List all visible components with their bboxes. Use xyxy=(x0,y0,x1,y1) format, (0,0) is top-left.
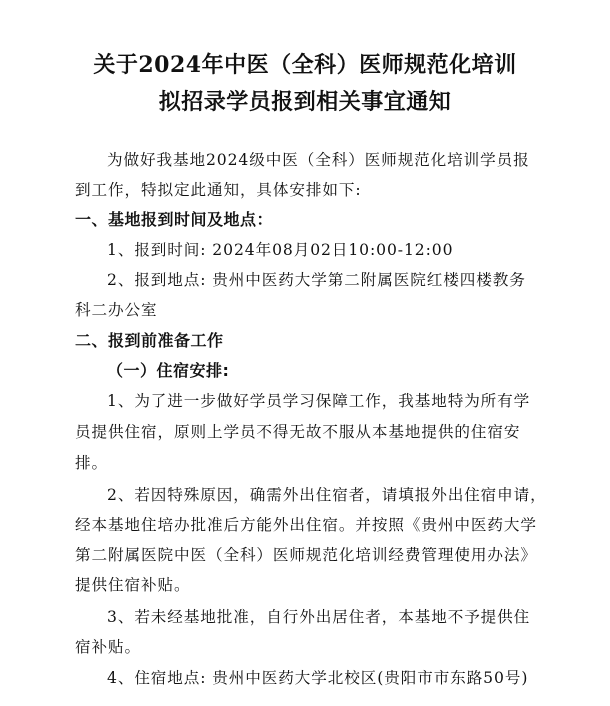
accommodation-item3-line1: 3、若未经基地批准，自行外出居住者，本基地不予提供住 xyxy=(107,608,531,626)
accommodation-item4-line1: 4、住宿地点: 贵州中医药大学北校区(贵阳市市东路50号) xyxy=(107,669,529,687)
accommodation-item1-line2: 员提供住宿，原则上学员不得无故不服从本基地提供的住宿安 xyxy=(75,423,521,441)
accommodation-item2-line4: 提供住宿补贴。 xyxy=(75,576,191,594)
accommodation-item2-line2: 经本基地住培办批准后方能外出住宿。并按照《贵州中医药大学 xyxy=(75,516,537,534)
accommodation-item1-line3: 排。 xyxy=(75,454,108,472)
section1-heading: 一、基地报到时间及地点： xyxy=(75,210,274,229)
section2-subheading-accommodation: （一）住宿安排: xyxy=(107,361,230,380)
document-title-line2: 拟招录学员报到相关事宜通知 xyxy=(158,89,452,115)
document-title-line1: 关于2024年中医（全科）医师规范化培训 xyxy=(93,52,517,78)
intro-paragraph-line2: 到工作，特拟定此通知，具体安排如下: xyxy=(75,181,362,199)
section1-item2-line1: 2、报到地点: 贵州中医药大学第二附属医院红楼四楼教务 xyxy=(107,271,526,289)
section1-item1: 1、报到时间: 2024年08月02日10:00-12:00 xyxy=(107,241,454,259)
intro-paragraph-line1: 为做好我基地2024级中医（全科）医师规范化培训学员报 xyxy=(107,151,530,169)
accommodation-item2-line3: 第二附属医院中医（全科）医师规范化培训经费管理使用办法》 xyxy=(75,546,537,564)
accommodation-item2-line1: 2、若因特殊原因，确需外出住宿者，请填报外出住宿申请， xyxy=(107,486,547,504)
section1-item2-line2: 科二办公室 xyxy=(75,301,158,319)
section2-heading: 二、报到前准备工作 xyxy=(75,331,224,350)
accommodation-item1-line1: 1、为了进一步做好学员学习保障工作，我基地特为所有学 xyxy=(107,392,531,410)
accommodation-item3-line2: 宿补贴。 xyxy=(75,638,141,656)
